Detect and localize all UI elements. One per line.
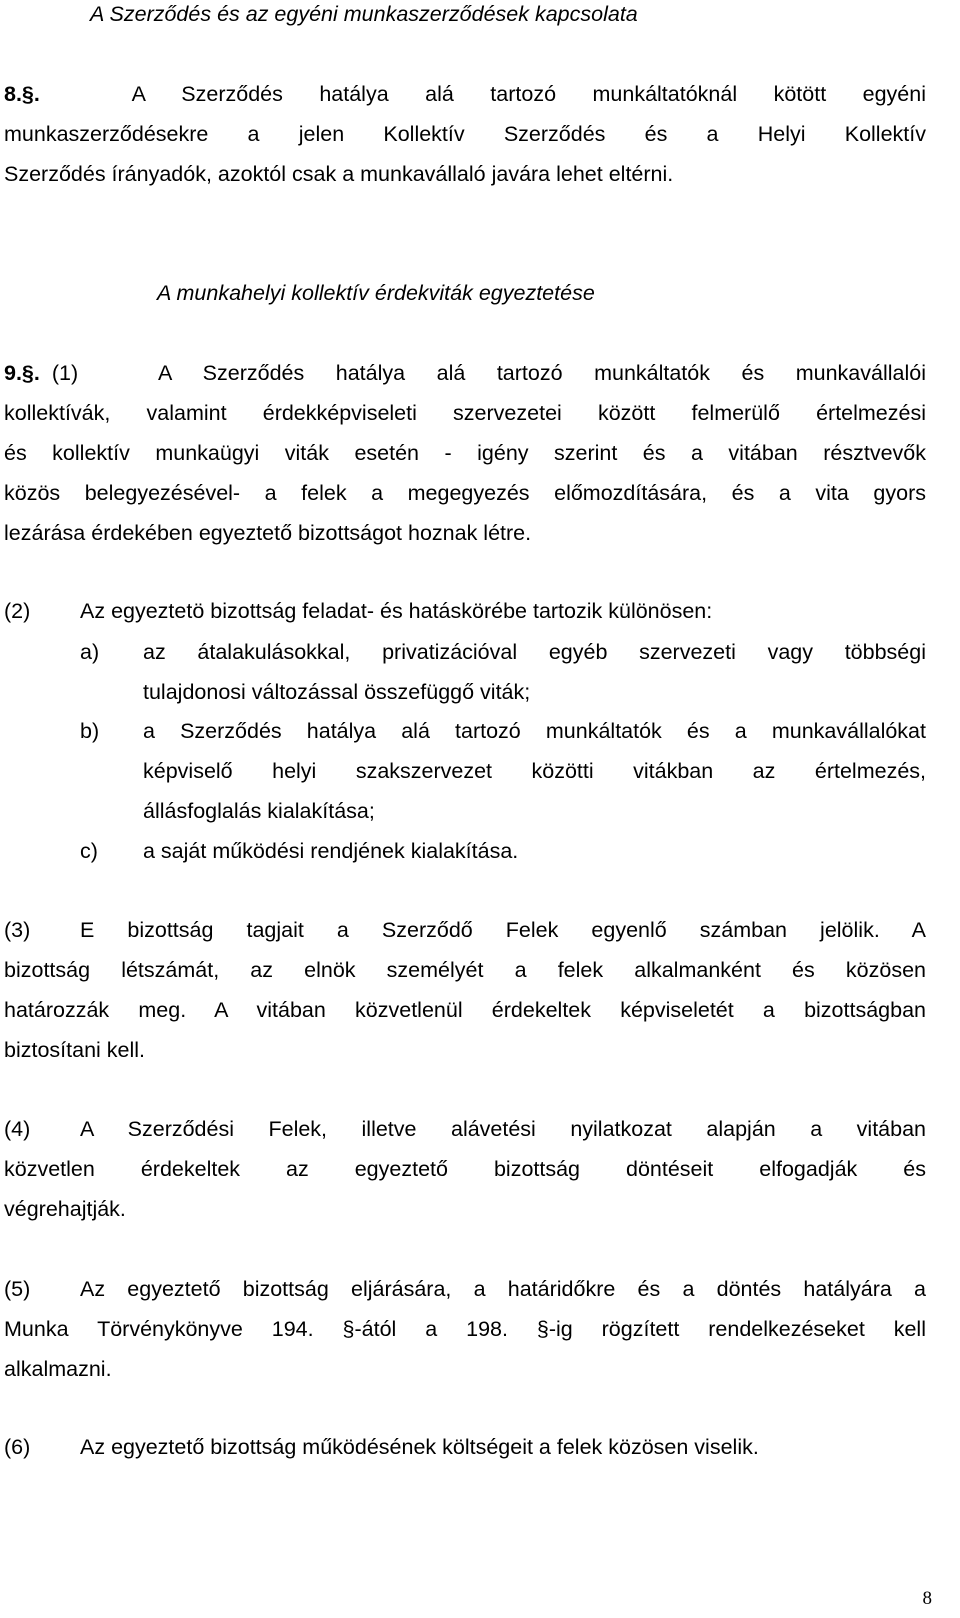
p2-label: (2) xyxy=(4,599,31,623)
p5-text-3: alkalmazni. xyxy=(4,1357,112,1381)
p4-text-1: A Szerződési Felek, illetve alávetési nyilatkozat alapján a vitában xyxy=(80,1117,926,1141)
section-8-text-1: A Szerződés hatálya alá tartozó munkáltatóknál kötött egyéni xyxy=(131,82,926,106)
p2-item-c-line-1: a saját működési rendjének kialakítása. xyxy=(143,839,519,863)
p2-item-b-line-2: képviselő helyi szakszervezet közötti vitákban az értelmezés, xyxy=(143,759,926,783)
p1-text-4: közös belegyezésével- a felek a megegyezés előmozdítására, és a vita gyors xyxy=(4,481,926,505)
p1-text-1: A Szerződés hatálya alá tartozó munkáltatók és munkavállalói xyxy=(158,361,926,385)
p2-item-b-line-1: a Szerződés hatálya alá tartozó munkáltatók és a munkavállalókat xyxy=(143,719,926,743)
p1-text-5: lezárása érdekében egyeztető bizottságot hoznak létre. xyxy=(4,521,532,545)
p2-item-c-label: c) xyxy=(80,839,98,863)
section-8-heading: A Szerződés és az egyéni munkaszerződések kapcsolata xyxy=(90,2,638,26)
p1-text-2: kollektívák, valamint érdekképviseleti szervezetei között felmerülő értelmezési xyxy=(4,401,926,425)
section-8-line-3: Szerződés írányadók, azoktól csak a munkavállaló javára lehet eltérni. xyxy=(4,162,674,186)
section-8-line-2: munkaszerződésekre a jelen Kollektív Szerződés és a Helyi Kollektív xyxy=(4,122,926,146)
section-8-number: 8.§. xyxy=(4,82,40,106)
p5-label: (5) xyxy=(4,1277,31,1301)
page-number: 8 xyxy=(922,1588,932,1609)
p6-text-1: Az egyeztető bizottság működésének költségeit a felek közösen viselik. xyxy=(80,1435,759,1459)
p4-label: (4) xyxy=(4,1117,31,1141)
p2-item-a-line-2: tulajdonosi változással összefüggő viták; xyxy=(143,680,531,704)
p3-text-3: határozzák meg. A vitában közvetlenül érdekeltek képviseletét a bizottságban xyxy=(4,998,926,1022)
p2-item-a-line-1: az átalakulásokkal, privatizációval egyéb szervezeti vagy többségi xyxy=(143,640,926,664)
p4-text-2: közvetlen érdekeltek az egyeztető bizottság döntéseit elfogadják és xyxy=(4,1157,926,1181)
p3-text-4: biztosítani kell. xyxy=(4,1038,146,1062)
section-9-heading: A munkahelyi kollektív érdekviták egyeztetése xyxy=(157,281,595,305)
section-9-number: 9.§. xyxy=(4,361,40,385)
p2-item-b-line-3: állásfoglalás kialakítása; xyxy=(143,799,375,823)
p1-label: (1) xyxy=(51,361,79,385)
p2-intro: Az egyeztetö bizottság feladat- és hatáskörébe tartozik különösen: xyxy=(80,599,713,623)
p5-text-2: Munka Törvénykönyve 194. §-ától a 198. §-ig rögzített rendelkezéseket kell xyxy=(4,1317,926,1341)
section-8-line-1 xyxy=(4,80,926,108)
p1-text-3: és kollektív munkaügyi viták esetén - igény szerint és a vitában résztvevők xyxy=(4,441,926,465)
p5-text-1: Az egyeztető bizottság eljárására, a határidőkre és a döntés hatályára a xyxy=(80,1277,926,1301)
p3-label: (3) xyxy=(4,918,31,942)
p3-text-2: bizottság létszámát, az elnök személyét a felek alkalmanként és közösen xyxy=(4,958,926,982)
p4-text-3: végrehajtják. xyxy=(4,1197,126,1221)
p3-text-1: E bizottság tagjait a Szerződő Felek egyenlő számban jelölik. A xyxy=(80,918,926,942)
p2-item-a-label: a) xyxy=(80,640,100,664)
p6-label: (6) xyxy=(4,1435,31,1459)
p2-item-b-label: b) xyxy=(80,719,100,743)
